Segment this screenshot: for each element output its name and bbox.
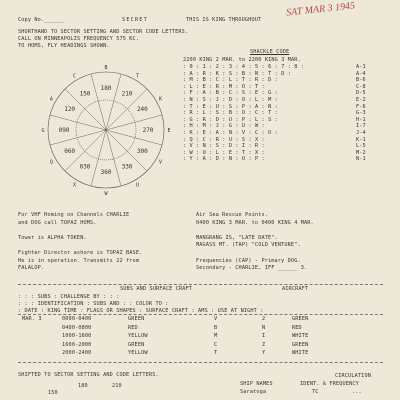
table-header-line: : DATE : KING TIME : FLAGS OR SHAPES : SURFACE CRAFT : AMS : USE AT NIGHT : (18, 308, 264, 314)
left-note-line: and DOG call TOPAZ HOMS. (18, 219, 97, 226)
compass-degree-label: 180 (100, 85, 112, 92)
intro-line-1: SHORTHAND TO SECTOR SETTING AND SECTOR CODE LETTERS. (18, 29, 189, 35)
shackle-code-row: : W : U : L : E : T : X : (183, 149, 265, 156)
left-note-line: FALALOP. (18, 265, 45, 272)
shackle-code-value: A-1 (356, 64, 366, 70)
compass-sector-letter: Q (49, 159, 53, 166)
compass-sector-letter: G (41, 128, 45, 134)
table-cell-flag: GREEN (128, 341, 145, 348)
date-stamp: SAT MAR 3 1945 (285, 0, 356, 19)
footer-header-ident: IDENT. & FREQUENCY (300, 381, 359, 387)
compass-sector-letter: W (104, 191, 108, 197)
shackle-code-row: : N : S : J : D : O : L : M : (183, 97, 278, 103)
table-cell-color: GREEN (292, 341, 309, 348)
shackle-code-value: N-1 (356, 156, 366, 163)
secret-label: SECRET (122, 17, 148, 23)
table-header-line: : : : IDENTIFICATION : SUBS AND : : COLOR TO : (18, 301, 169, 307)
table-cell-color: GREEN (292, 316, 309, 322)
shackle-code-value: K-1 (356, 136, 366, 143)
header-note: THIS IS KING THROUGHOUT (186, 17, 262, 23)
left-note-line: Tower is ALPHA TOKEN. (18, 234, 87, 241)
table-cell-time: 0400-0800 (62, 324, 92, 331)
footer-row-ident: TC (312, 389, 319, 395)
right-note-line: 0400 KING 3 MAR. to 0400 KING 4 MAR. (196, 219, 314, 226)
shackle-code-value: E-2 (356, 97, 366, 103)
table-group-right: AIRCRAFT (282, 286, 309, 292)
footer-compass-b: 210 (112, 383, 122, 389)
table-cell-color: RED (292, 324, 302, 331)
table-cell-chal: V (214, 316, 218, 322)
shackle-code-row: : T : E : U : S : P : A : N : (183, 103, 278, 110)
compass-sector-letter: X (72, 182, 77, 189)
shackle-code-row: : K : E : A : N : V : C : U : (183, 130, 278, 136)
intro-line-2: CALL ON MINNEAPOLIS FREQUENCY 575 KC. (18, 36, 140, 42)
compass-spoke (106, 115, 162, 130)
left-note-line: He is in operation. Transmits 22 from (18, 257, 140, 264)
table-bottom-rule (18, 362, 383, 363)
table-cell-code: Z (262, 341, 266, 348)
table-cell-code: Y (262, 350, 266, 357)
compass-degree-label: 120 (64, 106, 76, 113)
compass-spoke (106, 74, 121, 130)
compass-degree-label: 150 (79, 90, 91, 98)
compass-sector-letter: V (159, 159, 163, 166)
right-note-line: Air Sea Rescue Points. (196, 212, 269, 218)
right-note-line: Secondary - CHARLIE, IFF ______ 3. (196, 265, 308, 272)
table-cell-flag: YELLOW (128, 333, 148, 340)
compass-spoke (91, 74, 106, 130)
compass-degree-label: 300 (136, 148, 148, 155)
shackle-code-value: B-6 (356, 77, 366, 84)
compass-degree-label: 210 (121, 90, 133, 98)
table-cell-flag: RED (128, 324, 138, 331)
table-top-rule (18, 284, 383, 285)
compass-degree-label: 030 (79, 163, 91, 171)
table-cell-flag: YELLOW (128, 350, 148, 357)
compass-sector-letter: E (167, 128, 171, 134)
shackle-code-value: H-1 (356, 116, 366, 123)
table-cell-time: 1600-2000 (62, 341, 92, 348)
footer-row-name: Saratoga (240, 389, 267, 395)
table-cell-color: WHITE (292, 350, 309, 357)
shackle-code-row: : Q : C : R : U : S : X : (183, 136, 265, 143)
shackle-code-row: : 0 : 1 : 2 : 3 : 4 : 5 : 6 : 7 : 8 : (183, 64, 305, 70)
compass-degree-label: 090 (58, 127, 70, 134)
table-cell-code: N (262, 324, 266, 331)
right-note-line: MAGASS MT. (TAP) "COLD VENTURE". (196, 242, 301, 249)
shackle-code-value: I-7 (356, 123, 366, 130)
footer-header-circ: CIRCULATION (335, 373, 372, 379)
compass-sector-letter: C (72, 73, 77, 80)
left-note-line: Fighter Director ashore is TOPAZ BASE. (18, 250, 143, 256)
table-header-line: : : : SUBS : CHALLENGE BY : : : (18, 294, 120, 300)
compass-sector-letter: U (135, 182, 140, 189)
table-cell-code: 2 (262, 316, 266, 322)
shackle-code-value: A-4 (356, 70, 366, 77)
compass-sector-letter: A (49, 96, 53, 103)
shackle-code-row: : R : L : S : B : O : C : T : (183, 110, 278, 117)
right-note-line: Frequencies (CAP) - Primary DOG. (196, 257, 301, 264)
compass-sector-letter: K (159, 96, 163, 103)
shackle-code-value: C-8 (356, 83, 366, 90)
shackle-code-value: D-5 (356, 90, 366, 97)
table-cell-chal: C (214, 341, 218, 348)
table-cell-time: 0000-0400 (62, 316, 92, 322)
shackle-code-period: 2200 KING 2 MAR. to 2200 KING 3 MAR. (183, 57, 301, 63)
shackle-code-row: : L : E : R : M : O : T : (183, 83, 265, 90)
compass-spoke (106, 130, 121, 186)
footer-compass-c: 150 (48, 390, 58, 396)
compass-degree-label: 060 (64, 148, 76, 155)
shackle-code-row: : F : A : B : C : S : E : G : (183, 90, 278, 97)
table-cell-time: 2000-2400 (62, 350, 92, 357)
table-cell-chal: M (214, 333, 218, 340)
footer-row-freq: ... (352, 389, 362, 395)
compass-spoke (91, 130, 106, 186)
table-date: MAR. 3 (22, 316, 42, 322)
shackle-code-value: G-3 (356, 110, 366, 117)
footer-header-names: SHIP NAMES (240, 381, 273, 387)
footer-line: SHIFTED TO SECTOR SETTING AND CODE LETTERS. (18, 372, 159, 378)
compass-degree-label: 330 (121, 163, 133, 171)
footer-compass-a: 180 (78, 383, 88, 389)
intro-line-3: TO HOMS, FLY HEADINGS SHOWN. (18, 43, 110, 49)
table-group-left: SUBS AND SURFACE CRAFT (120, 286, 193, 292)
shackle-code-row: : H : M : J : G : U : W : (183, 123, 265, 130)
shackle-code-title: SHACKLE CODE (250, 49, 290, 55)
shackle-code-row: : M : B : C : L : T : R : D : (183, 77, 278, 84)
shackle-code-value: L-5 (356, 143, 366, 150)
sector-compass (36, 54, 176, 204)
compass-degree-label: 360 (100, 169, 112, 176)
copy-number: Copy No.______ (18, 17, 64, 23)
table-cell-time: 1000-1600 (62, 333, 92, 340)
shackle-code-row: : A : R : K : S : B : N : T : D : (183, 70, 292, 77)
table-cell-chal: T (214, 350, 218, 357)
shackle-code-value: F-6 (356, 103, 366, 110)
shackle-code-value: M-2 (356, 149, 366, 156)
table-header-rule (18, 314, 383, 315)
shackle-code-value: J-4 (356, 130, 366, 136)
shackle-code-row: : Y : A : D : N : O : P : (183, 156, 265, 163)
compass-degree-label: 240 (136, 106, 148, 113)
shackle-code-row: : G : R : D : U : P : L : S : (183, 116, 278, 123)
table-cell-flag: GREEN (128, 316, 145, 322)
compass-sector-letter: B (104, 65, 108, 71)
right-note-line: MANGRANG IS, "LATE DATE". (196, 234, 278, 241)
table-cell-code: I (262, 333, 266, 340)
table-cell-chal: B (214, 324, 218, 331)
shackle-code-row: : V : N : S : D : I : R : (183, 143, 265, 150)
table-cell-color: WHITE (292, 333, 309, 340)
compass-spoke (106, 130, 162, 145)
left-note-line: For VHF Homing on Channels CHARLIE (18, 212, 130, 218)
compass-degree-label: 270 (142, 127, 154, 134)
compass-sector-letter: T (135, 73, 140, 80)
